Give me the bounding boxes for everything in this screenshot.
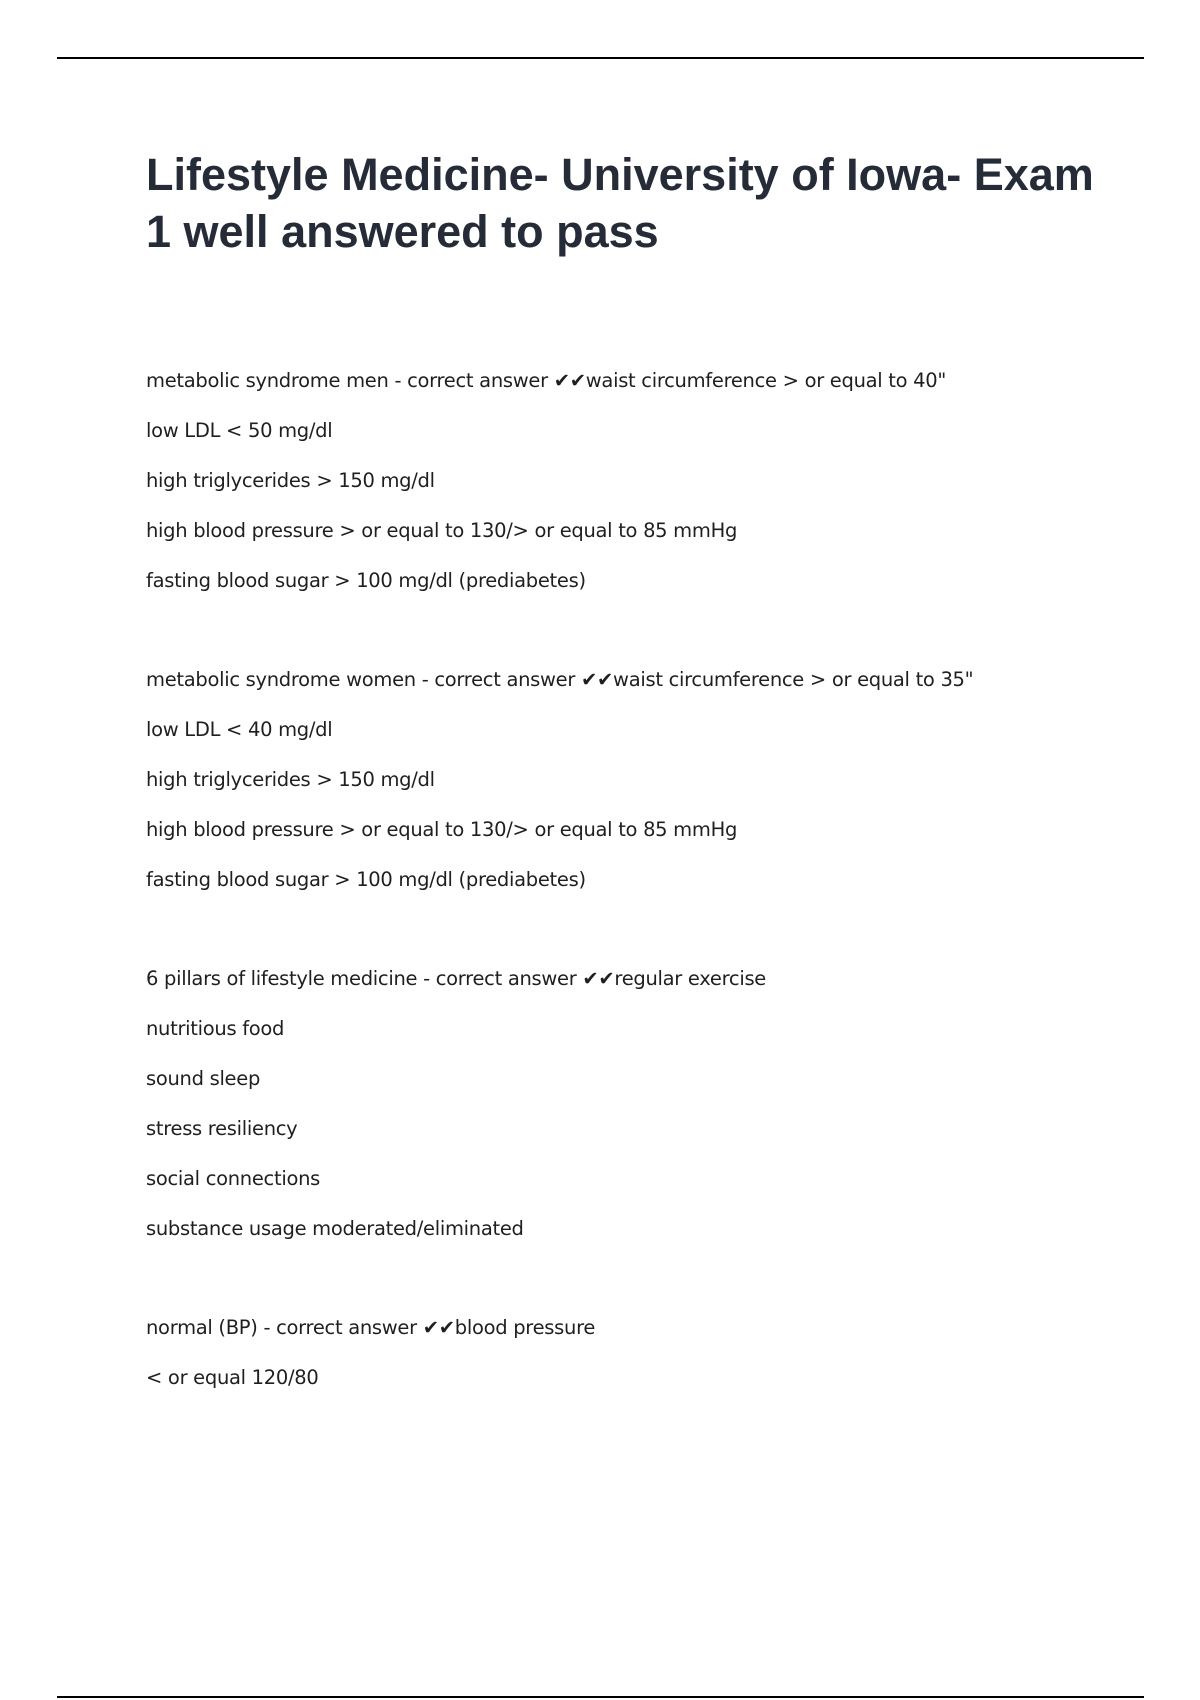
answer-line: nutritious food (146, 1017, 285, 1040)
checkmark-icon: ✔✔ (553, 369, 586, 392)
checkmark-icon: ✔✔ (580, 668, 614, 691)
answer-line: stress resiliency (146, 1117, 298, 1140)
answer-line: high blood pressure > or equal to 130/> or equal to 85 mmHg (146, 818, 738, 841)
answer-separator: - correct answer (388, 369, 554, 392)
qa-item-metabolic-syndrome-men (146, 356, 1126, 606)
question-text: 6 pillars of lifestyle medicine (146, 967, 418, 990)
answer-line: regular exercise (614, 967, 767, 990)
answer-line: waist circumference > or equal to 35" (613, 668, 974, 691)
answer-line: high blood pressure > or equal to 130/> or equal to 85 mmHg (146, 519, 738, 542)
question-text: normal (BP) (146, 1316, 258, 1339)
answer-line: substance usage moderated/eliminated (146, 1217, 524, 1240)
answer-separator: - correct answer (257, 1316, 423, 1339)
answer-line: < or equal 120/80 (146, 1366, 319, 1389)
document-title: Lifestyle Medicine- University of Iowa- Exam 1 well answered to pass (146, 149, 1094, 257)
top-rule (57, 57, 1144, 59)
answer-separator: - correct answer (417, 967, 583, 990)
answer-line: low LDL < 40 mg/dl (146, 718, 333, 741)
answer-line: high triglycerides > 150 mg/dl (146, 469, 435, 492)
answer-line: sound sleep (146, 1067, 261, 1090)
qa-item-normal-bp (146, 1303, 1126, 1403)
qa-question-line (146, 655, 1126, 705)
qa-item-metabolic-syndrome-women (146, 655, 1126, 905)
answer-line: low LDL < 50 mg/dl (146, 419, 333, 442)
answer-line: fasting blood sugar > 100 mg/dl (prediabetes) (146, 569, 586, 592)
checkmark-icon: ✔✔ (422, 1316, 455, 1339)
answer-separator: - correct answer (415, 668, 581, 691)
answer-line: high triglycerides > 150 mg/dl (146, 768, 435, 791)
qa-question-line (146, 954, 1126, 1004)
answer-line: fasting blood sugar > 100 mg/dl (prediabetes) (146, 868, 586, 891)
answer-line: social connections (146, 1167, 320, 1190)
question-text: metabolic syndrome women (146, 668, 416, 691)
qa-item-6-pillars (146, 954, 1126, 1254)
qa-question-line (146, 1303, 1126, 1353)
question-text: metabolic syndrome men (146, 369, 389, 392)
answer-line: blood pressure (454, 1316, 596, 1339)
qa-question-line (146, 356, 1126, 406)
answer-line: waist circumference > or equal to 40" (585, 369, 947, 392)
bottom-rule (57, 1696, 1144, 1698)
document-body (146, 356, 1126, 1452)
checkmark-icon: ✔✔ (582, 967, 615, 990)
